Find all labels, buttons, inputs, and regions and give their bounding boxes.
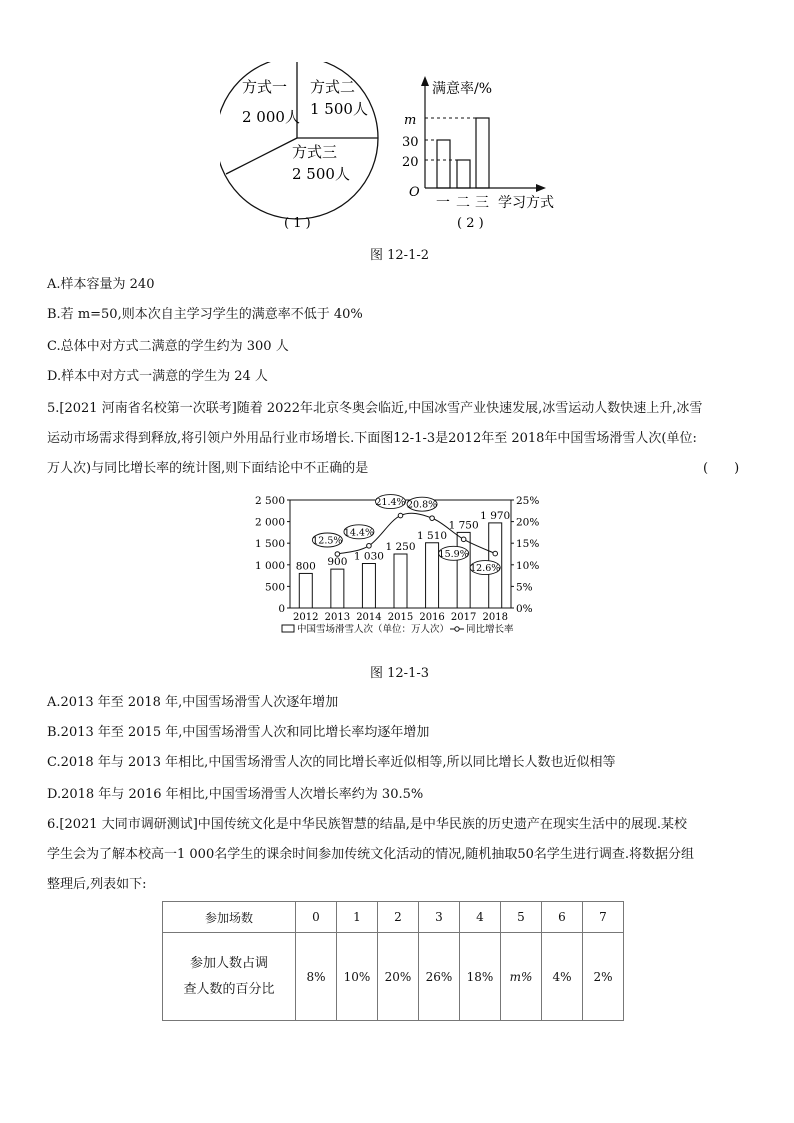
growth-rate-point — [430, 516, 435, 521]
table-percent: 10% — [337, 933, 378, 1021]
q6-stem-line-3: 整理后,列表如下: — [47, 877, 147, 892]
growth-rate-label: 12.6% — [470, 563, 501, 575]
growth-rate-label: 12.5% — [312, 535, 343, 547]
x-tick-label: 2017 — [450, 612, 477, 623]
x-tick-label: 2018 — [482, 612, 508, 623]
ski-bar-label: 1 970 — [480, 509, 511, 522]
q5-option-d: D.2018 年与 2016 年相比,中国雪场滑雪人次增长率约为 30.5% — [47, 787, 424, 802]
table-percent: m% — [501, 933, 542, 1021]
tick-20: 20 — [402, 155, 419, 170]
cat-1: 一 — [436, 195, 450, 211]
table-percent: 20% — [378, 933, 419, 1021]
table-count: 7 — [583, 902, 624, 933]
legend-line-label: 同比增长率 — [466, 624, 514, 635]
ski-bar — [426, 543, 439, 608]
q6-stem-line-1: 6.[2021 大同市调研测试]中国传统文化是中华民族智慧的结晶,是中华民族的历史遗产在现实生活中的展现.某校 — [47, 817, 688, 832]
growth-rate-point — [398, 513, 403, 518]
ski-bar-label: 900 — [327, 556, 348, 569]
pie-slice-2-count: 1 500人 — [310, 100, 368, 118]
q5-stem-line-1: 5.[2021 河南省名校第一次联考]随着 2022年北京冬奥会临近,中国冰雪产业快速发展,冰雪运动人数快速上升,冰雪 — [47, 401, 703, 416]
table-count: 6 — [542, 902, 583, 933]
growth-rate-point — [493, 551, 498, 556]
activity-table — [162, 901, 624, 1021]
x-tick-label: 2014 — [356, 612, 382, 623]
ski-bar-label: 1 750 — [448, 519, 479, 532]
ski-bar — [362, 564, 375, 608]
table-count: 2 — [378, 902, 419, 933]
ski-bar-label: 1 250 — [385, 541, 416, 553]
right-tick-label: 10% — [516, 559, 540, 572]
ski-bar — [394, 554, 407, 608]
legend-bar-swatch — [282, 625, 294, 632]
growth-rate-label: 14.4% — [343, 527, 375, 539]
growth-rate-point — [335, 552, 340, 557]
left-tick-label: 2 500 — [254, 495, 285, 507]
cat-2: 二 — [456, 195, 470, 211]
ski-bar — [457, 532, 470, 608]
growth-rate-label: 20.8% — [406, 499, 438, 511]
q4-option-c: C.总体中对方式二满意的学生约为 300 人 — [47, 339, 289, 354]
pie-slice-1-name: 方式一 — [242, 78, 288, 96]
growth-rate-label: 21.4% — [375, 497, 406, 509]
x-axis-label: 学习方式 — [498, 195, 554, 211]
ski-bar — [331, 569, 344, 608]
table-count: 5 — [501, 902, 542, 933]
figure-caption-12-1-3: 图 12-1-3 — [370, 666, 430, 681]
q5-option-c: C.2018 年与 2013 年相比,中国雪场滑雪人次的同比增长率近似相等,所以同比增长人数也近似相等 — [47, 755, 616, 770]
right-tick-label: 20% — [516, 516, 540, 529]
bar-method-3 — [476, 118, 489, 188]
table-row-label — [163, 933, 296, 1021]
table-row-label-line-1: 参加人数占调 — [189, 955, 268, 971]
pie-sublabel: ( 1 ) — [284, 216, 311, 231]
x-axis-arrow — [536, 184, 546, 192]
growth-rate-point — [461, 537, 466, 542]
q4-option-a: A.样本容量为 240 — [47, 277, 155, 292]
table-count: 0 — [296, 902, 337, 933]
table-count: 1 — [337, 902, 378, 933]
q4-option-b: B.若 m=50,则本次自主学习学生的满意率不低于 40% — [47, 307, 363, 322]
right-tick-label: 0% — [516, 603, 533, 615]
table-percent: 18% — [460, 933, 501, 1021]
y-axis-label: 满意率/% — [432, 81, 493, 97]
pie-slice-2-name: 方式二 — [310, 78, 356, 96]
figure-12-1-2 — [220, 62, 580, 237]
table-percent: 26% — [419, 933, 460, 1021]
pie-slice-3-count: 2 500人 — [292, 165, 350, 183]
q5-answer-bracket: ( ) — [703, 461, 740, 476]
ski-bar — [299, 573, 312, 608]
growth-rate-point — [367, 543, 372, 548]
legend-bar-label: 中国雪场滑雪人次（单位：万人次） — [297, 624, 450, 635]
legend-line-marker — [455, 627, 459, 631]
left-tick-label: 1 500 — [254, 538, 285, 551]
q6-stem-line-2: 学生会为了解本校高一1 000名学生的课余时间参加传统文化活动的情况,随机抽取50名学生进行调查.将数据分组 — [47, 847, 695, 862]
growth-rate-label: 15.9% — [438, 548, 469, 560]
table-percent: 2% — [583, 933, 624, 1021]
table-header-label: 参加场数 — [163, 902, 296, 933]
satisfaction-bar-chart — [402, 76, 554, 231]
q5-option-b: B.2013 年至 2015 年,中国雪场滑雪人次和同比增长率均逐年增加 — [47, 725, 430, 740]
table-count: 4 — [460, 902, 501, 933]
q5-option-a: A.2013 年至 2018 年,中国雪场滑雪人次逐年增加 — [47, 695, 339, 710]
left-tick-label: 0 — [278, 603, 285, 615]
bar-method-1 — [437, 140, 450, 188]
figure-caption-12-1-2: 图 12-1-2 — [370, 248, 430, 263]
y-axis-arrow — [421, 76, 429, 86]
pie-slice-3-name: 方式三 — [292, 143, 338, 161]
right-tick-label: 5% — [516, 581, 533, 594]
right-tick-label: 25% — [516, 495, 540, 507]
bar-sublabel: ( 2 ) — [457, 216, 484, 231]
table-row-label-line-2: 查人数的百分比 — [183, 981, 275, 997]
x-tick-label: 2012 — [293, 612, 319, 623]
cat-3: 三 — [475, 195, 489, 211]
ski-bar-label: 800 — [295, 560, 316, 573]
pie-divider-lower — [226, 138, 297, 174]
table-percent: 4% — [542, 933, 583, 1021]
left-tick-label: 1 000 — [254, 559, 285, 572]
right-tick-label: 15% — [516, 538, 540, 551]
x-tick-label: 2013 — [324, 612, 351, 623]
left-tick-label: 2 000 — [254, 516, 285, 529]
ski-bar-label: 1 030 — [353, 550, 384, 563]
table-percent: 8% — [296, 933, 337, 1021]
tick-30: 30 — [402, 135, 419, 150]
table-count: 3 — [419, 902, 460, 933]
pie-slice-1-count: 2 000人 — [242, 108, 300, 126]
tick-m: m — [404, 113, 417, 128]
ski-bar-label: 1 510 — [417, 529, 448, 542]
ski-chart — [250, 490, 550, 645]
x-tick-label: 2015 — [387, 612, 414, 623]
q5-stem-line-2: 运动市场需求得到释放,将引领户外用品行业市场增长.下面图12-1-3是2012年至 2018年中国雪场滑雪人次(单位: — [47, 431, 697, 446]
x-tick-label: 2016 — [419, 612, 445, 623]
q5-stem-line-3: 万人次)与同比增长率的统计图,则下面结论中不正确的是 — [47, 461, 369, 476]
bar-method-2 — [457, 160, 470, 188]
left-tick-label: 500 — [264, 581, 285, 594]
tick-origin: O — [409, 185, 420, 200]
q4-option-d: D.样本中对方式一满意的学生为 24 人 — [47, 369, 268, 384]
